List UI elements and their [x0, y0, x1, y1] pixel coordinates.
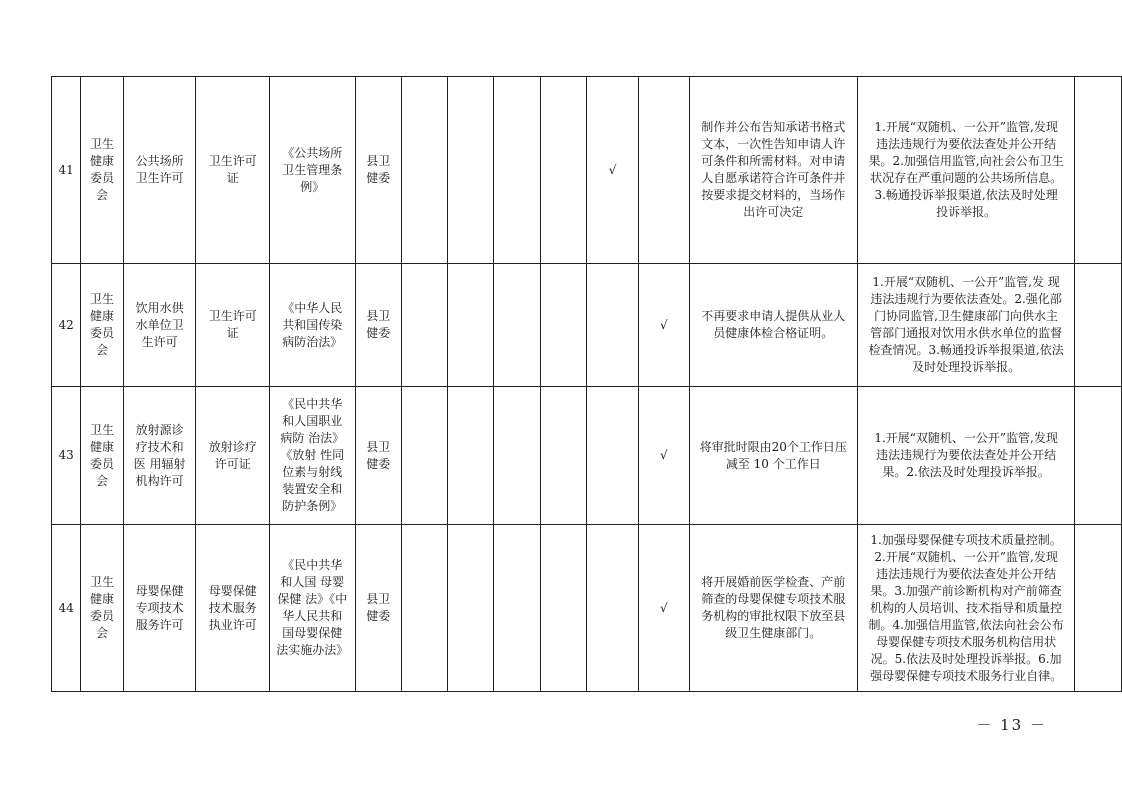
license-type: 卫生许可 证	[196, 77, 270, 264]
row-number: 43	[52, 387, 81, 525]
department: 卫生 健康 委员 会	[81, 264, 124, 387]
department: 卫生 健康 委员 会	[81, 387, 124, 525]
table-row	[52, 264, 1122, 387]
check-mark-a	[587, 525, 639, 692]
remark	[1075, 387, 1122, 525]
remark	[1075, 77, 1122, 264]
permits-table	[51, 76, 1122, 692]
table-row	[52, 525, 1122, 692]
check-mark-b	[638, 77, 689, 264]
table-row	[52, 77, 1122, 264]
legal-basis: 《中华人民 共和国传染 病防治法》	[269, 264, 355, 387]
approval-level: 县卫 健委	[355, 525, 401, 692]
cell-col7	[401, 77, 448, 264]
row-number: 44	[52, 525, 81, 692]
permit-item: 公共场所 卫生许可	[123, 77, 196, 264]
remark	[1075, 525, 1122, 692]
check-mark-a	[587, 264, 639, 387]
cell-col8	[448, 264, 494, 387]
remark	[1075, 264, 1122, 387]
approval-level: 县卫 健委	[355, 264, 401, 387]
license-type: 卫生许可 证	[196, 264, 270, 387]
license-type: 母婴保健 技术服务 执业许可	[196, 525, 270, 692]
permit-item: 放射源诊 疗技术和 医 用辐射 机构许可	[123, 387, 196, 525]
cell-col10	[540, 525, 587, 692]
cell-col7	[401, 387, 448, 525]
reform-measure: 将审批时限由20个工作日压 减至 10 个工作日	[689, 387, 857, 525]
check-mark-b: √	[638, 264, 689, 387]
cell-col8	[448, 77, 494, 264]
supervision-measures: 1.开展“双随机、一公开”监管,发 现 违法违规行为要依法查处。2.强化部 门协同监管,卫生健康部门向供水主 管部门通报对饮用水供水单位的监督 检查情况。3.畅通投诉举报渠道,依法 及时处理投诉举报。	[857, 264, 1074, 387]
legal-basis: 《民中共华 和人国职业 病防 治法》 《放射 性同 位素与射线 装置安全和 防护条例》	[269, 387, 355, 525]
cell-col10	[540, 264, 587, 387]
supervision-measures: 1.开展“双随机、一公开”监管,发现 违法违规行为要依法查处并公开结 果。2.加强信用监管,向社会公布卫生 状况存在严重问题的公共场所信息。 3.畅通投诉举报渠道,依法及时处理 投诉举报。	[857, 77, 1074, 264]
cell-col9	[494, 77, 541, 264]
reform-measure: 不再要求申请人提供从业人 员健康体检合格证明。	[689, 264, 857, 387]
cell-col10	[540, 77, 587, 264]
cell-col10	[540, 387, 587, 525]
cell-col9	[494, 264, 541, 387]
license-type: 放射诊疗 许可证	[196, 387, 270, 525]
check-mark-b: √	[638, 387, 689, 525]
check-mark-a	[587, 387, 639, 525]
approval-level: 县卫 健委	[355, 77, 401, 264]
check-mark-b: √	[638, 525, 689, 692]
legal-basis: 《公共场所 卫生管理条 例》	[269, 77, 355, 264]
cell-col8	[448, 525, 494, 692]
table-row	[52, 387, 1122, 525]
permit-item: 饮用水供 水单位卫 生许可	[123, 264, 196, 387]
legal-basis: 《民中共华 和人国 母婴 保健 法》《中 华人民共和 国母婴保健 法实施办法》	[269, 525, 355, 692]
department: 卫生 健康 委员 会	[81, 525, 124, 692]
reform-measure: 制作并公布告知承诺书格式 文本，一次性告知申请人许 可条件和所需材料。对申请 人自愿承诺符合许可条件并 按要求提交材料的，当场作 出许可决定	[689, 77, 857, 264]
cell-col9	[494, 525, 541, 692]
department: 卫生 健康 委员 会	[81, 77, 124, 264]
approval-level: 县卫 健委	[355, 387, 401, 525]
supervision-measures: 1.加强母婴保健专项技术质量控制。 2.开展“双随机、一公开”监管,发现 违法违规行为要依法查处并公开结 果。3.加强产前诊断机构对产前筛查 机构的人员培训、技术指导和质量控 制。4.加强信用监管,依法向社会公布 母婴保健专项技术服务机构信用状 况。5.依法及时处理投诉举报。6.加 强母婴保健专项技术服务行业自律。	[857, 525, 1074, 692]
cell-col7	[401, 525, 448, 692]
row-number: 42	[52, 264, 81, 387]
reform-measure: 将开展婚前医学检查、产前 筛查的母婴保健专项技术服 务机构的审批权限下放至县 级卫生健康部门。	[689, 525, 857, 692]
cell-col7	[401, 264, 448, 387]
cell-col9	[494, 387, 541, 525]
row-number: 41	[52, 77, 81, 264]
permit-item: 母婴保健 专项技术 服务许可	[123, 525, 196, 692]
supervision-measures: 1.开展“双随机、一公开”监管,发现 违法违规行为要依法查处并公开结 果。2.依法及时处理投诉举报。	[857, 387, 1074, 525]
page-number: － 13 －	[976, 716, 1047, 734]
check-mark-a: √	[587, 77, 639, 264]
cell-col8	[448, 387, 494, 525]
